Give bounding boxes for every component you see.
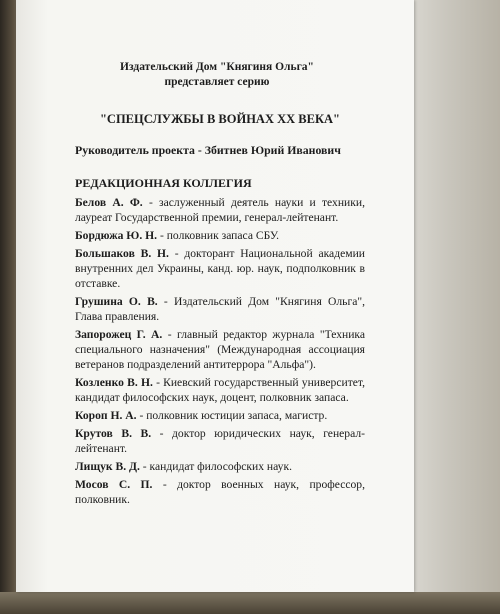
board-member: [75, 228, 365, 243]
member-desc: - Киевский государственный университет, кандидат философских наук, доцент, полковник запаса.: [75, 376, 365, 404]
board-member: [75, 195, 365, 225]
member-name: Лищук В. Д.: [75, 460, 140, 473]
board-member: [75, 294, 365, 324]
member-name: Бордюжа Ю. Н.: [75, 229, 158, 242]
table-surface-bottom: [0, 592, 500, 614]
member-desc: - заслуженный деятель науки и техники, лауреат Государственной премии, генерал-лейтенант.: [75, 196, 365, 224]
member-desc: - главный редактор журнала "Техника специального назначения" (Международная ассоциация ветеранов подразделений антитеррора "Альфа").: [75, 328, 366, 371]
member-desc: - полковник запаса СБУ.: [157, 229, 280, 242]
board-heading: РЕДАКЦИОННАЯ КОЛЛЕГИЯ: [75, 176, 252, 190]
member-name: Большаков В. Н.: [75, 247, 169, 260]
presents-line: представляет серию: [164, 76, 270, 88]
member-name: Мосов С. П.: [75, 478, 153, 491]
board-member: [75, 459, 365, 474]
member-name: Запорожец Г. А.: [75, 328, 163, 341]
board-member: [75, 477, 365, 507]
project-lead: Руководитель проекта - Збитнев Юрий Иванович: [75, 143, 341, 157]
board-member: [75, 327, 365, 372]
board-member: [75, 246, 365, 291]
member-desc: - докторант Национальной академии внутренних дел Украины, канд. юр. наук, подполковник в отставке.: [75, 247, 365, 290]
member-name: Короп Н. А.: [75, 409, 137, 422]
member-name: Грушина О. В.: [75, 295, 158, 308]
member-name: Белов А. Ф.: [75, 196, 143, 209]
series-title: "СПЕЦСЛУЖБЫ В ВОЙНАХ XX ВЕКА": [99, 112, 340, 126]
member-desc: - доктор военных наук, профессор, полковник.: [75, 478, 365, 506]
member-desc: - Издательский Дом "Княгиня Ольга", Глава правления.: [75, 295, 365, 323]
member-desc: - доктор юридических наук, генерал-лейтенант.: [75, 427, 365, 455]
board-member: [75, 375, 365, 405]
member-name: Крутов В. В.: [75, 427, 152, 440]
member-desc: - кандидат философских наук.: [139, 460, 292, 473]
page-content: [75, 60, 365, 510]
board-member: [75, 426, 365, 456]
board-member: [75, 408, 365, 423]
member-name: Козленко В. Н.: [75, 376, 153, 389]
publisher-line: Издательский Дом "Княгиня Ольга": [120, 61, 314, 73]
member-desc: - полковник юстиции запаса, магистр.: [136, 409, 328, 422]
facing-page-edge: [412, 0, 500, 592]
